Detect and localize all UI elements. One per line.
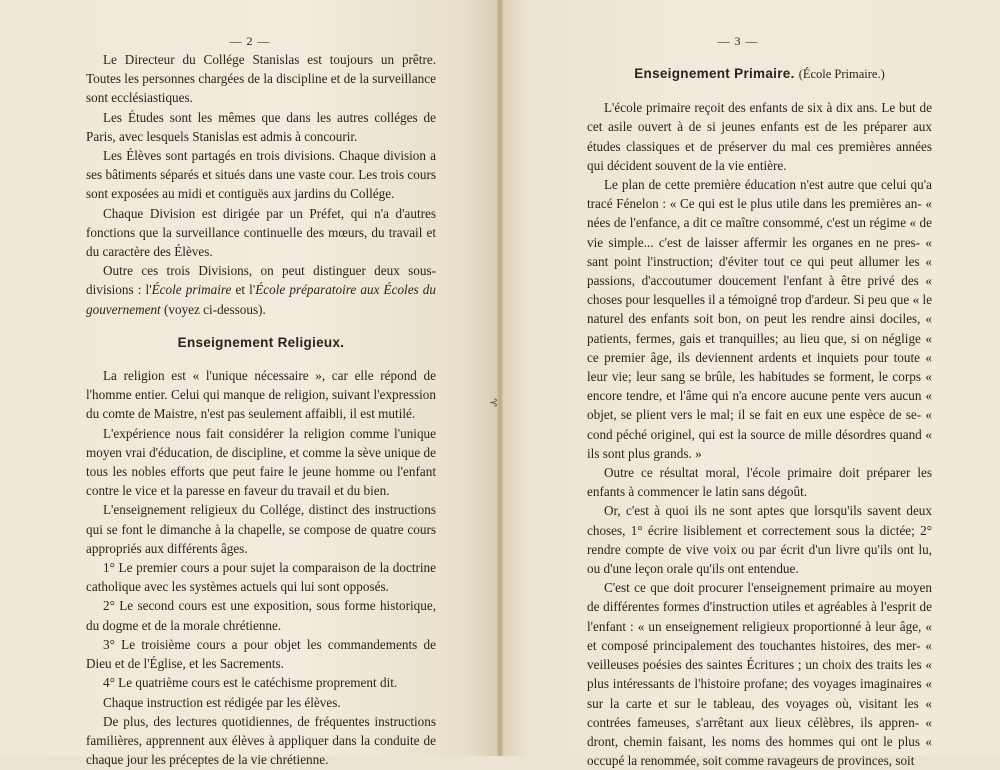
section-heading-primaire: [587, 64, 932, 84]
page-number-right: — 3 —: [717, 34, 759, 48]
paragraph: Chaque Division est dirigée par un Préfet, qui n'a d'autres fonctions que la surveillance continuelle des mœurs, du travail et du caractère des Élèves.: [86, 205, 436, 260]
gutter-mark: ⊰: [489, 397, 499, 409]
paragraph: Chaque instruction est rédigée par les élèves.: [103, 694, 341, 710]
italic-ecole-preparatoire: École préparatoire aux Écoles du gouvernement: [86, 282, 436, 317]
paragraph: Le plan de cette première éducation n'est autre que celui qu'a tracé Fénelon : « Ce qui est le plus utile dans les premières an- « nées de l'enfance, a dit ce maître consommé, c'est un régime « de vie simple... c'est de laisser affermir les organes en ne pres- « sant point l'instruction; d'éviter tout ce qui peut allumer les « passions, d'accoutumer doucement l'enfant à être privé des « choses pour lesquelles il a témoigné trop d'ardeur. Si peu que « le naturel des enfants soit bon, on peut les rendre ainsi dociles, « patients, fermes, gais et tranquilles; au lieu que, si on néglige « ce premier âge, ils deviennent ardents et inquiets pour toute « leur vie; leur sang se brûle, les habitudes se forment, le corps « encore tendre, et l'âme qui n'a encore aucune pente vers aucun « objet, se plient vers le mal; il se fait en eux une espèce de se- « cond péché originel, qui est la source de mille désordres quand « ils sont plus grands. »: [587, 177, 932, 461]
text-run: (voyez ci-dessous).: [160, 301, 266, 317]
paragraph: De plus, des lectures quotidiennes, de fréquentes instructions familières, apprennent aux élèves à appliquer dans la conduite de chaque jour les préceptes de la vie chrétienne.: [86, 713, 436, 768]
text-run: Outre ces trois Divisions, on peut distinguer deux sous-divisions : l': [86, 263, 436, 298]
heading-sub: (École Primaire.): [798, 67, 885, 81]
paragraph: Outre ce résultat moral, l'école primaire doit préparer les enfants à commencer le latin sans dégoût.: [587, 465, 932, 500]
paragraph: C'est ce que doit procurer l'enseignement primaire au moyen de différentes formes d'instruction utiles et agréables à l'esprit de l'enfant : « un enseignement religieux proportionné à leur âge, « et composé principalement des touchantes histoires, des mer- « veilleuses poésies des saintes Écritures ; un choix des traits les « plus intéressants de l'histoire profane; des voyages imaginaires « sur la carte et sur le tableau, des voyages où, visitant les « contrées fameuses, s'arrêtant aux lieux célèbres, ils appren- « dront, chemin faisant, les noms des hommes qui ont le plus « occupé la renommée, soit comme ravageurs de provinces, soit: [587, 580, 932, 769]
paragraph: 1° Le premier cours a pour sujet la comparaison de la doctrine catholique avec les systèmes actuels qui lui sont opposés.: [86, 560, 436, 595]
section-heading-religieux: Enseignement Religieux.: [177, 334, 345, 350]
left-page-text: [86, 50, 436, 769]
paragraph: 4° Le quatrième cours est le catéchisme proprement dit.: [103, 675, 398, 691]
paragraph: Or, c'est à quoi ils ne sont aptes que lorsqu'ils savent deux choses, 1° écrire lisiblement et correctement sous la dictée; 2° rendre compte de vive voix ou par écrit d'un livre qu'ils ont lu, ou d'une leçon orale qu'ils ont entendue.: [587, 503, 932, 577]
paragraph: 3° Le troisième cours a pour objet les commandements de Dieu et de l'Église, et les Sacrements.: [86, 636, 436, 672]
text-run: et l': [231, 282, 256, 298]
paragraph: Le Directeur du Collége Stanislas est toujours un prêtre. Toutes les personnes chargées de la discipline et de la surveillance sont ecclésiastiques.: [86, 52, 436, 106]
left-page: [0, 0, 497, 768]
heading-main: Enseignement Primaire.: [634, 66, 795, 81]
paragraph: Les Études sont les mêmes que dans les autres colléges de Paris, avec lesquels Stanislas est admis à concourir.: [86, 109, 436, 144]
italic-ecole-primaire: École primaire: [151, 282, 232, 298]
paragraph: La religion est « l'unique nécessaire », car elle répond de l'homme entier. Celui qui manque de religion, suivant l'expression du comte de Maistre, n'est pas seulement affaibli, il est mutilé.: [86, 368, 436, 422]
paragraph-divisions: [86, 261, 436, 319]
paragraph: L'expérience nous fait considérer la religion comme l'unique moyen vrai d'éducation, de discipline, et comme la sève unique de tous les nobles efforts que peut faire le jeune homme ou l'enfant contre le vice et la paresse en faveur du travail et du bien.: [86, 425, 436, 499]
right-page: [503, 0, 1000, 769]
paragraph: L'enseignement religieux du Collége, distinct des instructions qui se font le dimanche à la chapelle, se compose de quatre cours appropriés aux différents âges.: [86, 502, 436, 556]
paragraph: Les Élèves sont partagés en trois divisions. Chaque division a ses bâtiments séparés et situés dans une vaste cour. Les trois cours sont exposées au midi et contiguës aux jardins du Collége.: [86, 148, 436, 202]
page-number-left: — 2 —: [229, 34, 271, 48]
right-page-text: [587, 64, 932, 770]
paragraph: L'école primaire reçoit des enfants de six à dix ans. Le but de cet asile ouvert à de si jeunes enfants est de les préparer aux études classiques et de préserver du mal ces premières années qui décident souvent de la vie entière.: [587, 100, 932, 173]
paragraph: 2° Le second cours est une exposition, sous forme historique, du dogme et de la morale chrétienne.: [86, 598, 436, 633]
